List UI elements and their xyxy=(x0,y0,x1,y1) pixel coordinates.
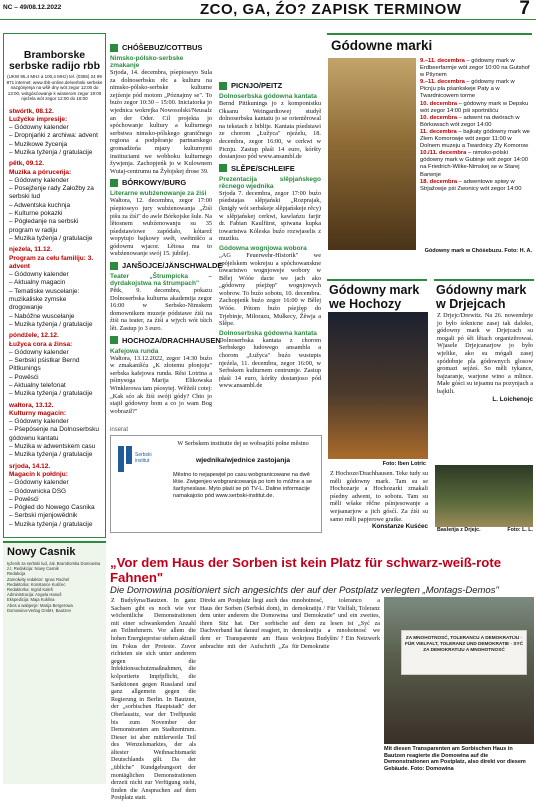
schedule-item: – Gódowny kalender xyxy=(9,348,69,356)
imprint-box xyxy=(3,541,106,784)
imprint-line: Redaktorka: Konstance Kuśćec xyxy=(7,581,66,587)
issue-label: NC – 49/08.12.2022 xyxy=(3,4,62,11)
markets-header xyxy=(327,33,532,55)
section-title: ZCO, GA, ŹO? ZAPISK TERMINOW xyxy=(200,1,462,18)
main-headline: „Vor dem Haus der Sorben ist kein Platz für schwarz-weiß-rote Fahnen" xyxy=(110,555,502,585)
page-number: 7 xyxy=(519,0,530,19)
market-text: – gódowny mark w Erdbeerfarmje wót zegor 10:00 na Gutshof w Pšynem xyxy=(420,58,530,79)
event-title: Prezentacija slěpjańskego rěcnego wjednika xyxy=(219,175,321,190)
imprint-line: Ekspedicija: Maja Kuklina xyxy=(7,597,55,603)
schedule-item: – Gódowny kalender xyxy=(9,418,69,426)
schedule-item: – Gódowny kalender xyxy=(9,479,69,487)
drjejce-photo xyxy=(435,465,533,527)
svg-text:Serbski: Serbski xyxy=(135,452,152,458)
schedule-day: njeźela, 11.12. xyxy=(9,246,53,254)
imprint-line: Abos a wabjenje: Marija Bergerowa xyxy=(7,602,73,608)
drjejce-headline: Gódowny mark w Drjejcach xyxy=(436,283,527,311)
section-marker-icon xyxy=(110,336,118,344)
schedule-item: – Posejźenje rady Załožby za serbski lud xyxy=(9,185,94,201)
schedule-item: – Pśepósenje na Dolnoserbsku gódownu kantatu xyxy=(9,426,99,442)
schedule-item: – Pógled do Nowego Casnika xyxy=(9,504,95,512)
schedule-day: srjoda, 14.12. xyxy=(9,462,51,470)
main-article-heading xyxy=(110,555,534,597)
advert-label: inserat xyxy=(110,427,129,433)
event-body: Srjoda 7. decembra, zegor 17:00 buźo pśedstajas slěpjański „Rozprajak, (knigły wót serbskeje slěpjańskeje rěcy) w slěpjańskej cerkwi, kawlańzu farjir dr. Fabian Kaulfürst, spiwana kupka towaristwa Kóleska buźo rozwjaselis z muziku. xyxy=(219,189,321,243)
market-text: – gódowny mark w Picnju pla pśankskeje Paty a w Twardnicowem torme xyxy=(420,79,515,100)
event-title: Dolnoserbska gódowna kantata xyxy=(219,93,317,100)
schedule-item: – Serbski mjenjowědnik xyxy=(9,512,78,520)
schedule-item: – Nabóžne wuscełanje xyxy=(9,312,75,320)
advert-job-title: wjednika/wjednice zastojanja xyxy=(195,457,291,464)
section-title: BÓRKOWY/BURG xyxy=(122,178,187,188)
market-date: 18. decembra xyxy=(420,178,458,185)
schedule-item: Lužyćke impresije: xyxy=(9,115,68,123)
radio-title: Bramborske serbske radijo rbb xyxy=(8,49,101,72)
section-header xyxy=(110,178,212,187)
event-title: Dolnoserbska gódowna kantata xyxy=(219,329,317,337)
imprint-lines xyxy=(3,561,106,613)
market-text: – adwent na dwórach w Bórkowach wót zegor 14:00 xyxy=(420,114,520,128)
market-photo xyxy=(328,58,416,250)
schedule-day: stwórtk, 08.12. xyxy=(9,107,54,115)
section-header xyxy=(110,43,212,52)
event-body: Wałtora, 12. decembra, zegor 17:00 pśepioseyo jury wubźenowanja „Źiśi pišu za źiśi" do awle Bórkojske šule. Na lětosnem wubźenowanju su 35 pśedstawiowe zapódało, kótarež wopytujo bajkowy swět, swětnišćo a gódownu wjacor. Lětosa ma to wubźenowanje swój 15. jubilej. xyxy=(110,197,212,258)
event-title: Nimsko-pólsko-serbske zmakanje xyxy=(110,55,184,69)
photo-banner-text: ZA MNOHOTNOSĆ, TOLERANCU A DEMOKRATIJU · FÜR VIELFALT, TOLERANZ UND DEMOKRATIE · SYĆ ZA DEMOKRATIJU A MNOHOTNOSĆ xyxy=(401,630,527,675)
market-text: – adwentowe spiwy w Strjažowje pśi Zwonicy wót zegor 14:00 xyxy=(420,178,522,192)
schedule-day: pětk, 09.12. xyxy=(9,160,45,168)
market-date: 11. decembra xyxy=(420,128,457,135)
market-date: 9.–11. decembra xyxy=(420,58,465,64)
schedule-day: wałtora, 13.12. xyxy=(9,401,54,409)
schedule-item: – Muzika tyźenja / gratulacije xyxy=(9,451,93,459)
section-title: SLĚPE/SCHLEIFE xyxy=(231,163,295,173)
section-header xyxy=(110,261,223,271)
advert-text: Městno to nejapewjeł po casu wobgranicowane na dwě lěśe. Zwigenjeo wobgranicowanja po tom to móžne a se šaršyneslase. Myto płaśi se pó TV-L. Daline informacije namakajośo pód www.serbski-institut.de. xyxy=(173,472,312,499)
market-date: 10. decembra xyxy=(420,114,458,121)
hochoza-body: Z Hochoze/Drachhausen. Teke tudy su měli gódowny mark. Tam su se Hochozarje a Hochozarki zmakali pśedny adwent, to sobotu. Tam su měli wšake rěčne pśinjesowanje a wejsanarjow a jich gósćí. Za źiśi su samo měli papjerowe gratke. xyxy=(330,470,428,523)
market-text: – nimsko-pólski gódowny mark w Gubinje wót zegor 14:00 na Friedrich-Wilke-Nimskej se w Starej Barwnje xyxy=(420,150,528,178)
radio-program-box xyxy=(3,33,106,538)
event-body: Srjoda, 14. decembra, pśepioseyo Sula za dolnoserbsku rěc a kulturu na nimsko-pólsko-serbske kulturne zejźenje pód motom „Póznajmy se". To buźo zegor 10:30 – 15:00. Iniciatorka jo wjednica wokrejka Nowosolski/Neusalz an der Oder. Cil projekta jo spóchowanje kultury a kulturnego serbstwa nimsko-pólskego graničnego regiona a podpěranje partnarskego gromadźeńa mjazy kulturnymi instituciami we wobhoku kulturnego žywjenja. Zachopjeńk jo w Kulownem Wutaj-centrumu na Žyłojskej drose 39. xyxy=(110,69,212,175)
advert-heading: W Serbskem institutie dej se wobsajźiś połne městno xyxy=(177,440,309,447)
event-title: Gódowna wognjowa wobora xyxy=(219,244,307,252)
event-body: Pětk, 9. decembra, pokazu Dolnoserbska kulturna akademija zegor 16:00 w Serbsko-Nimskem domownikem muzeje pódstawe źiśi na źiśi na teater, za źiśi a wjych wót tśich lět. Zastup jo 3 euro. xyxy=(110,287,212,333)
schedule-item: – Tematiske wuscełanje: muzikaliske zymske drogowanje xyxy=(9,287,80,312)
schedule-item: – Muzikowe žycenja xyxy=(9,140,68,148)
schedule-item: – Dropnjańki z archiwa: advent xyxy=(9,132,98,140)
hochoza-photo xyxy=(328,312,428,459)
section-header xyxy=(219,164,321,173)
section-header xyxy=(219,81,321,90)
markets-list xyxy=(420,58,530,193)
institute-logo-icon xyxy=(116,444,168,474)
event-body: Dolnoserbska kantata z chorom Serbskego ludowego ansambla a chorom „Łužyca" buźo wustupis njeźela, 11. decembra, zegor 16:00, w Serbskem kulturnem centrumje. Zastup płaśi 14 euro, kóršty dostanjoso pód www.ansambl.de xyxy=(219,336,321,390)
market-date: 10. decembra xyxy=(420,100,458,107)
market-photo-caption xyxy=(422,248,532,254)
section-marker-icon xyxy=(219,82,227,90)
page-header xyxy=(0,0,536,20)
section-title: CHÓŠEBUZ/COTTBUS xyxy=(122,43,203,52)
schedule-item: – Muzika tyźenja / gratulacije xyxy=(9,520,93,528)
section-title: HOCHOZA/DRACHHAUSEN xyxy=(122,335,221,345)
event-title: Literarne wubźenowanje za źiśi xyxy=(110,190,207,198)
hochoza-author: Konstanze Kuśćec xyxy=(372,523,428,531)
schedule-item: – Pógledanje na serbski program w radiju xyxy=(9,218,79,234)
caption-text: Basleńja z Drjejc. xyxy=(437,527,481,533)
job-advert xyxy=(110,427,322,537)
market-item xyxy=(420,179,530,193)
schedule-item: Magacin k połdnju: xyxy=(9,470,68,478)
market-item xyxy=(420,79,530,100)
markets-title: Gódowne marki xyxy=(331,38,433,53)
main-text-col2 xyxy=(200,598,380,784)
imprint-line: Redakcija xyxy=(7,571,26,577)
section-title: PICNJO/PEITZ xyxy=(231,81,283,90)
schedule-item: – Gódowny kalender xyxy=(9,176,69,184)
radio-info: (UKW 95,4 MHz a 100,4 MHz) tel. (0355) 24 99 871 internet: www.rbb-online.de/serbski serbske nazgónjenja na wšě dny wót zegor 12:00 do 13:00, wótgósćowanje k wiaserom zegor 19:00 njeźela wót zegor 12:00 do 16:00 xyxy=(6,74,103,101)
imprint-line: Redaktorka: Ingrid Kaleš xyxy=(7,587,53,593)
drjejce-text xyxy=(437,312,533,403)
event-body: „AG Feuerwehr-Historik" we spójelskem wokrejsu a spóchowanskne towaristwo wognjoweje wobory w Bělej Wóóe dacte we jach ako „gódowny pśejżęp" wognjowych wobrow. To buźo sobotu, 10. decembra. Zachopjeńk buźo zegor 16:00 w Bělej Wóóe. Pótom buźo pśejźęp do Trjebinje, Miłorazu, Mułkecy, Žěwja a Slěpe. xyxy=(219,251,321,328)
section-marker-icon xyxy=(110,44,118,52)
section-header xyxy=(110,335,221,345)
caption-text: Gódowny mark w Chóśebuzu. xyxy=(424,248,503,254)
section-title: JANŠOJCE/JÄNSCHWALDE xyxy=(122,261,223,271)
schedule-item: – Gódowny kalender xyxy=(9,124,69,132)
caption-credit: Foto: H. A. xyxy=(504,248,532,254)
drjejce-caption xyxy=(437,527,533,533)
section-marker-icon xyxy=(219,164,227,172)
event-title: Kafejowa runda xyxy=(110,347,159,355)
imprint-line: Administracija: Angela Hanuš xyxy=(7,592,62,598)
schedule-item: – Muzika tyźenja / gratulacije xyxy=(9,390,93,398)
main-text-col2-body: Direkt am Postplatz liegt auch das Haus der Sorben (Serbski dom), in dem unter anderem die Domowina ihren Sitz hat. Der sorbische Dachverband hat darauf reagiert, in dem er Transparente am Haus anbrachte mit der Aufschrift „Za mnohotnosć, toleranco a demokratiju / Für Vielfalt, Toleranz und Demokratie" und ein zweites, auf dem zu lesen ist „Syć za demokratiju a mnohotnosć we wokrjesu Budyšin/ ? Ein Netzwerk für Demokratie xyxy=(200,598,380,650)
imprint-title: Nowy Casnik xyxy=(7,546,76,558)
schedule-item: – Gódownicka DSG xyxy=(9,487,67,495)
market-item xyxy=(420,101,530,115)
schedule-item: – Serbski pśistkar Bernd Pittkunings xyxy=(9,357,80,373)
schedule-item: Łužyca cora a źinsa: xyxy=(9,340,73,348)
schedule-item: – Powěsći xyxy=(9,495,39,503)
schedule-item: Kulturny magacin: xyxy=(9,409,67,417)
hochoza-article-title xyxy=(327,279,427,313)
schedule-item: – Adwentska kuchnja xyxy=(9,201,71,209)
schedule-item: Muzika a póruceńja: xyxy=(9,168,72,176)
market-date: 9.–11. decembra xyxy=(420,79,465,86)
section-marker-icon xyxy=(110,262,118,270)
event-body: Wałtora, 13.12.2022, zegor 14:30 buźo w zmakanišću „K złotemu płonjoju" serbska kafejowa runda. Rěsi Lotrina a pśinysoga Marija Elikowska Winklerowa tam pśosytej. Wěžeši cotej: „Kak sćo ak žiśi swóji gódy? Chto jo stajił gódowny bom a co jo wam Bog wobraził?" xyxy=(110,354,212,415)
schedule-item: – Gódowny kalender xyxy=(9,271,69,279)
imprint-line: Domowina-Verlag GmbH, Bautzen xyxy=(7,607,72,613)
hochoza-headline: Gódowny mark we Hochozy xyxy=(329,283,420,311)
institute-logo xyxy=(116,444,168,474)
schedule-item: – Powěsći xyxy=(9,373,39,381)
main-text-col1: Z Budyšyna/Bautzen. In ganz Sachsen gibt es noch wie vor wöchentliche Demonstrationen mit einer schwankenden Anzahl an Teilnehmern. Vor allem die hohen Energiepreise stehen aktuell im Fokus der Proteste. Zuvor richteten sie sich unter anderem gegen die Infektionsschutzmaßnahmen, die kolportierte Impfpflicht, die Sanktionen gegen Russland und ganz allgemein gegen die Regierung in Berlin. In Bautzen, der „sorbischen Hauptstadt" der Oberlausitz, war der Treffpunkt bis zum November der Demonstranten am Stadtzentrum. Dieser ist aber mittlerweile Teil des Wenzelsmarktes, der als ältester Weihnachtsmarkt Deutschlands gilt. Da der „übliche" Kundgebungsort der montäglichen Demonstrationen derzeit nicht zur Verfügung steht, finden die Ansprachen auf dem Postplatz statt. xyxy=(111,598,196,802)
market-item xyxy=(420,129,530,150)
imprint-line: tyźenik za serbski lud, zał. Bramborska Domowina z.t. Redakcija: Nowy Casnik xyxy=(7,561,101,572)
market-item xyxy=(420,115,530,129)
caption-credit: Foto: L. L. xyxy=(507,527,533,533)
hochoza-photo-credit: Foto: Iben Lotric xyxy=(382,461,426,467)
schedule-item: Program za cełu familiju: 3. advent xyxy=(9,254,94,270)
events-column-left xyxy=(110,40,223,415)
market-item xyxy=(420,150,530,178)
hochoza-text xyxy=(330,470,428,531)
events-column-right xyxy=(219,78,321,390)
radio-schedule xyxy=(4,102,105,533)
drjejce-body: Z Drjejc/Drewitz. Na 26. nowembrje jo było śoknicne zasej tak daloko, gódowny mark w Drjejcach su mogali pó śěi lětach organizěrowaś. Wjasele Drjejcanarjow jo było wjelike, ako su mógali zasej spódobnje pla gódownych glosow gromazi sejźeś. So měli tykance, bajzaranje, warjone wino a mlince. Małe góści su tejsamu na pozynjach a bajkili. xyxy=(437,312,533,395)
schedule-item: – Aktualny telefonat xyxy=(9,382,66,389)
main-subheadline: Die Domowina positioniert sich angesichts der auf der Postplatz verlegten „Montags-Demos" xyxy=(110,585,499,596)
advert-box xyxy=(110,435,322,533)
drjejce-article-title xyxy=(434,279,534,313)
schedule-item: – Muzika tyźenja / gratulacije xyxy=(9,320,93,328)
section-marker-icon xyxy=(110,179,118,187)
event-body: Bernd Pittkunings jo z komponistku Oksanu Weingardtowej studył dolnoserbsku kantatu jo se orientěrowal na tekstach z biblije. Kantata pśedstawi ze chorom „Łužyca" njeźelu, 18. decembra, zegor 16:00, w cerkwi w Picnju. Zastup płaśi 14 euro, kóršty dostanjoso pód www.ansambl.de xyxy=(219,100,321,161)
imprint-line: Zamołwity redaktor: Ignac Rachel xyxy=(7,576,70,582)
market-text: – bajkaty gódowny mark we Złem Komorowje wót zegor 11:00 w Dolnem muzeju a Twardnicy Zly Komorow xyxy=(420,128,530,150)
schedule-day: póndźele, 12.12. xyxy=(9,332,59,340)
schedule-item: – Muzika tyźenja / gratulacije xyxy=(9,234,93,242)
svg-text:institut: institut xyxy=(135,458,150,464)
drjejce-author: L. Loichenojc xyxy=(492,395,533,403)
schedule-item: – Muzika w adwentskem casu xyxy=(9,443,96,451)
market-date: 10./11. decembra xyxy=(420,150,467,157)
schedule-item: – Muzika tyźenja / gratulacije xyxy=(9,148,93,156)
schedule-item: – Aktualny magacin xyxy=(9,279,66,287)
market-item xyxy=(420,58,530,79)
event-title: Teater „Štrumpicka – dyrdakojstwa na štrumpach" xyxy=(110,273,212,288)
main-photo-caption: Mit diesen Transparenten am Sorbischen Haus in Bautzen reagierte die Domowina auf die Demonstrationen am Postplatz, also direkt vor diesem Gebäude. Foto: Domowina xyxy=(384,746,526,772)
schedule-item: – Kulturne pokazki xyxy=(9,210,63,218)
market-text: – gódowny mark w Depsku wót zegor 14:00 pśi sportnišću xyxy=(420,100,529,114)
